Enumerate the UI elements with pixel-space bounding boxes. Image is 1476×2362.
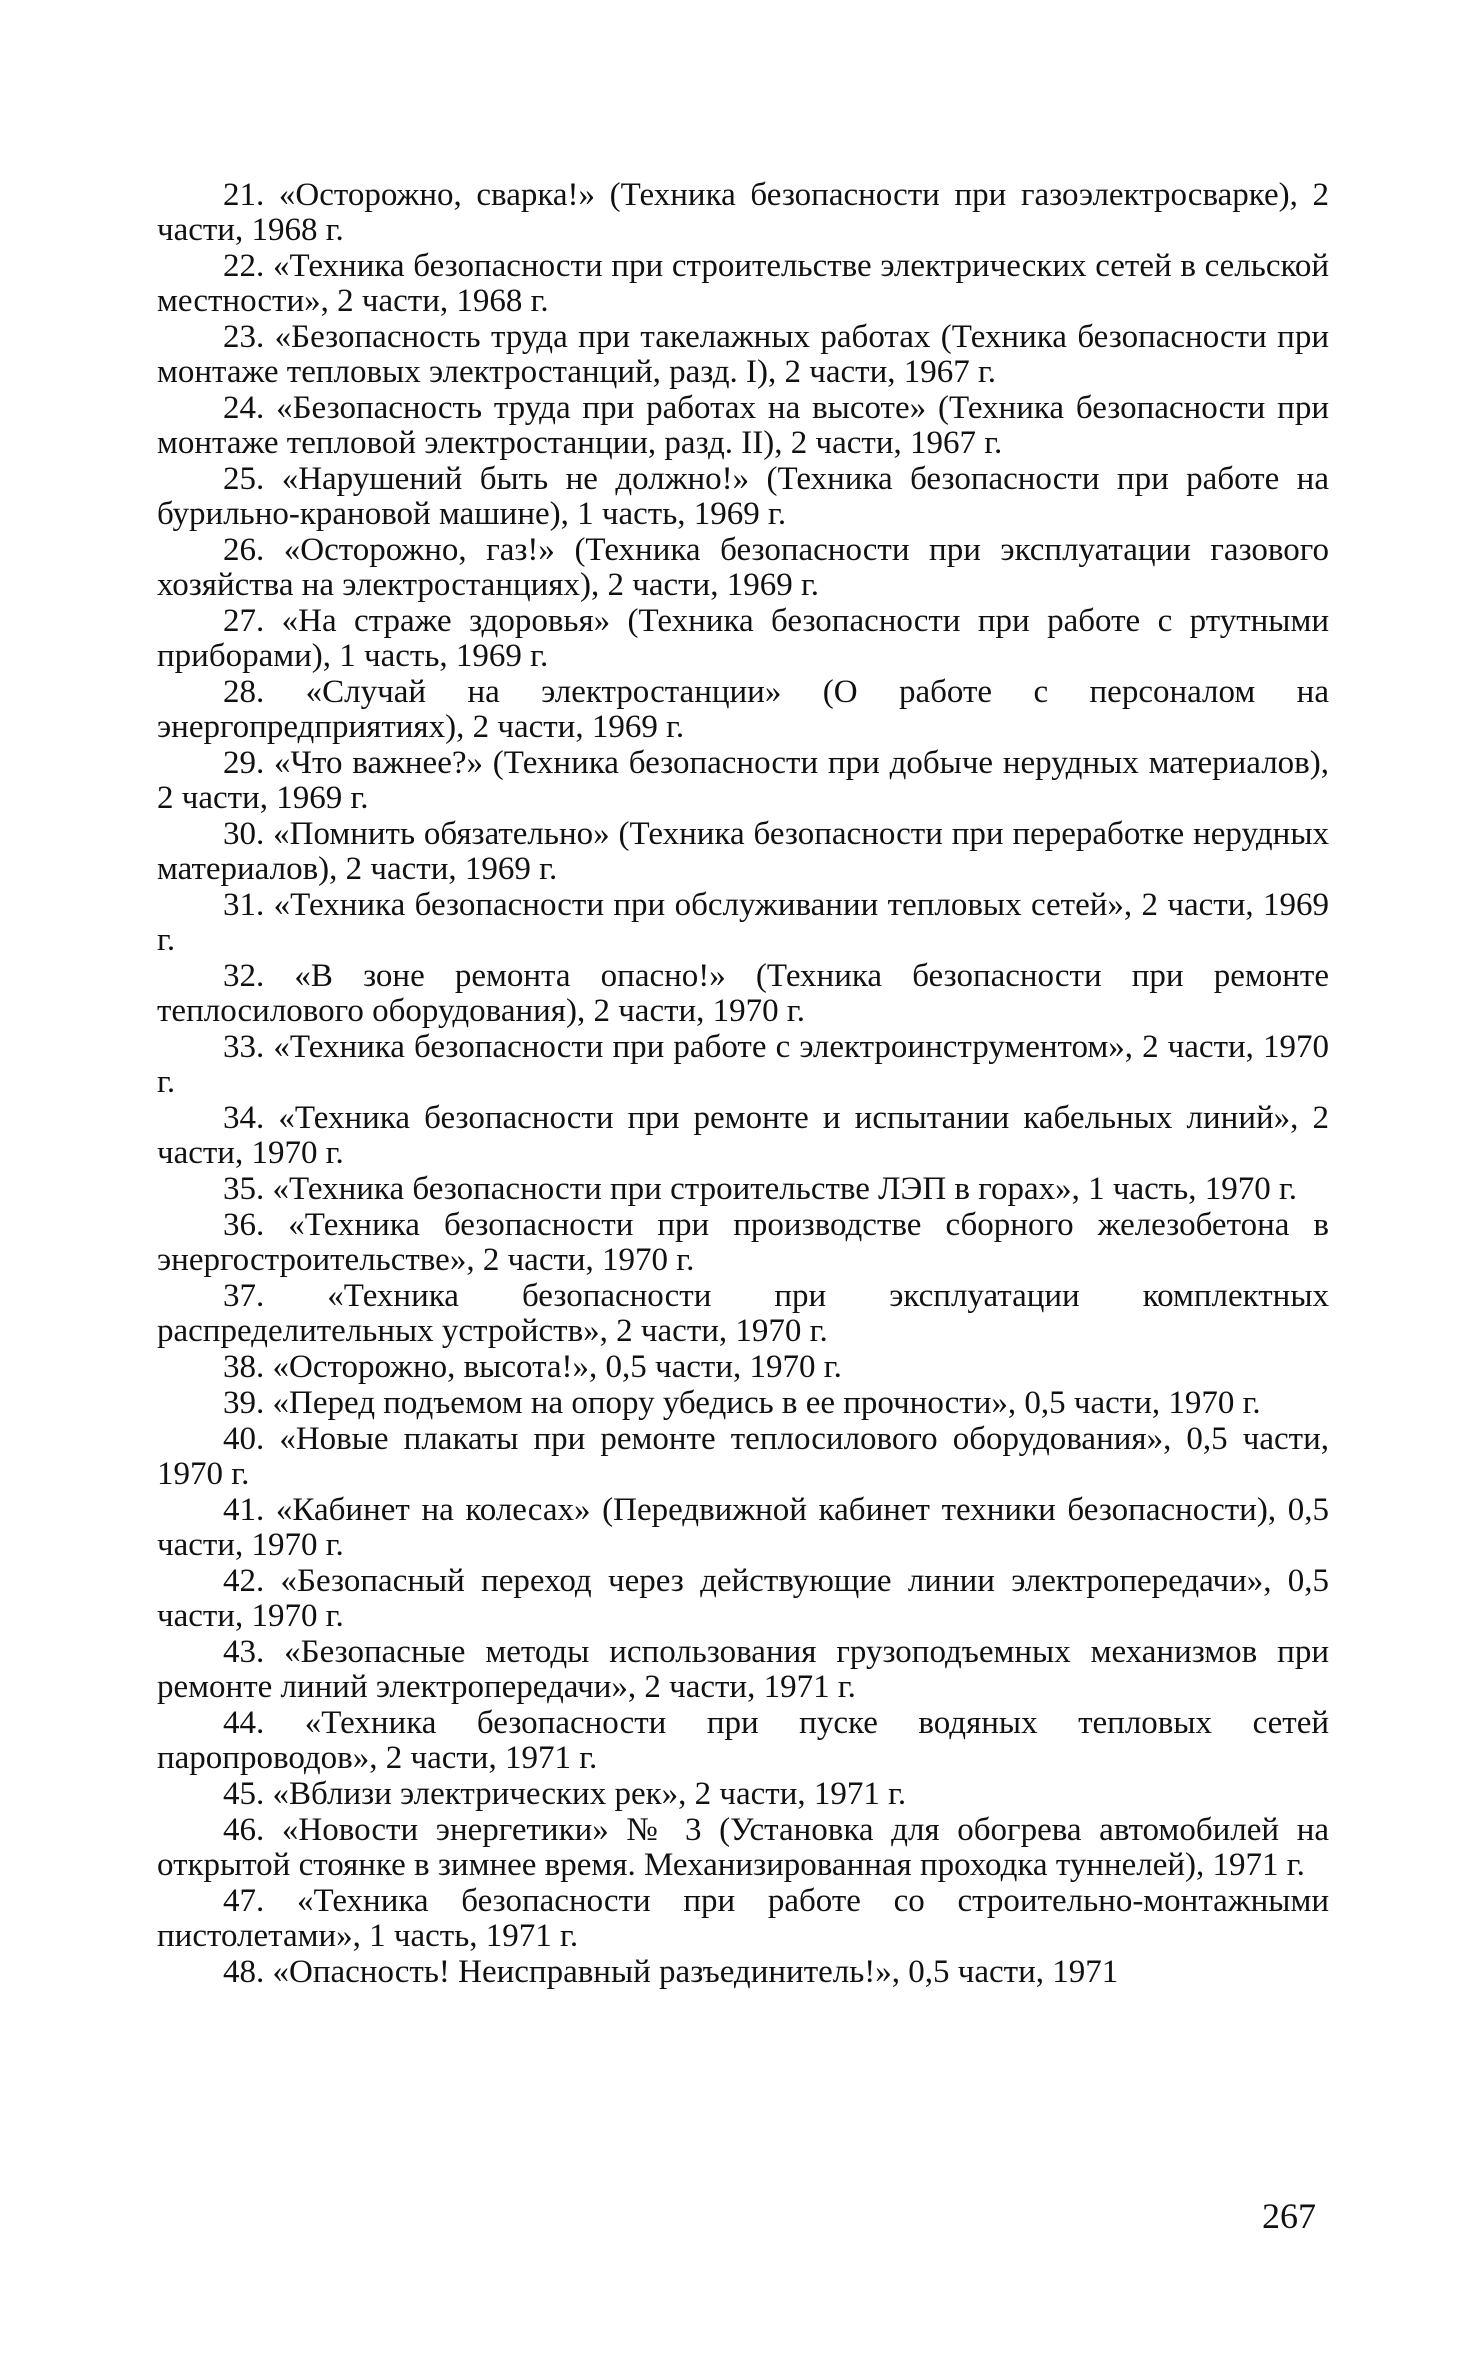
list-item: 35. «Техника безопасности при строительстве ЛЭП в горах», 1 часть, 1970 г.	[223, 1171, 1298, 1207]
list-item: 43. «Безопасные методы использования грузоподъемных механизмов при ремонте линий электропередачи», 2 части, 1971 г.	[157, 1634, 1329, 1705]
list-item: 21. «Осторожно, сварка!» (Техника безопасности при газоэлектросварке), 2 части, 1968 г.	[157, 177, 1329, 248]
list-item: 45. «Вблизи электрических рек», 2 части, 1971 г.	[223, 1776, 907, 1812]
list-item: 30. «Помнить обязательно» (Техника безопасности при переработке нерудных материалов), 2 части, 1969 г.	[157, 816, 1329, 887]
page-number: 267	[1262, 2196, 1316, 2236]
list-item: 42. «Безопасный переход через действующие линии электропередачи», 0,5 части, 1970 г.	[157, 1563, 1329, 1634]
list-item: 27. «На страже здоровья» (Техника безопасности при работе с ртутными приборами), 1 часть, 1969 г.	[157, 603, 1329, 674]
list-item: 46. «Новости энергетики» № 3 (Установка для обогрева автомобилей на открытой стоянке в зимнее время. Механизированная проходка туннелей), 1971 г.	[157, 1812, 1329, 1883]
list-item: 25. «Нарушений быть не должно!» (Техника безопасности при работе на бурильно-крановой машине), 1 часть, 1969 г.	[157, 461, 1329, 532]
list-item: 38. «Осторожно, высота!», 0,5 части, 1970 г.	[223, 1349, 842, 1385]
list-item: 24. «Безопасность труда при работах на высоте» (Техника безопасности при монтаже тепловой электростанции, разд. II), 2 части, 1967 г.	[157, 390, 1329, 461]
list-item: 37. «Техника безопасности при эксплуатации комплектных распределительных устройств», 2 части, 1970 г.	[157, 1278, 1329, 1349]
list-item: 26. «Осторожно, газ!» (Техника безопасности при эксплуатации газового хозяйства на электростанциях), 2 части, 1969 г.	[157, 532, 1329, 603]
list-item: 31. «Техника безопасности при обслуживании тепловых сетей», 2 части, 1969 г.	[157, 887, 1329, 958]
list-item: 47. «Техника безопасности при работе со строительно-монтажными пистолетами», 1 часть, 1971 г.	[157, 1883, 1329, 1954]
list-item: 23. «Безопасность труда при такелажных работах (Техника безопасности при монтаже тепловых электростанций, разд. I), 2 части, 1967 г.	[157, 319, 1329, 390]
list-item: 32. «В зоне ремонта опасно!» (Техника безопасности при ремонте теплосилового оборудования), 2 части, 1970 г.	[157, 958, 1329, 1029]
list-item: 36. «Техника безопасности при производстве сборного железобетона в энергостроительстве», 2 части, 1970 г.	[157, 1207, 1329, 1278]
list-item: 44. «Техника безопасности при пуске водяных тепловых сетей паропроводов», 2 части, 1971 г.	[157, 1705, 1329, 1776]
list-item: 39. «Перед подъемом на опору убедись в ее прочности», 0,5 части, 1970 г.	[223, 1385, 1261, 1421]
list-item: 34. «Техника безопасности при ремонте и испытании кабельных линий», 2 части, 1970 г.	[157, 1100, 1329, 1171]
list-item: 22. «Техника безопасности при строительстве электрических сетей в сельской местности», 2 части, 1968 г.	[157, 248, 1329, 319]
list-item: 40. «Новые плакаты при ремонте теплосилового оборудования», 0,5 части, 1970 г.	[157, 1421, 1329, 1492]
film-list	[157, 178, 1329, 1991]
list-item: 29. «Что важнее?» (Техника безопасности при добыче нерудных материалов), 2 части, 1969 г.	[157, 745, 1329, 816]
list-item: 48. «Опасность! Неисправный разъединитель!», 0,5 части, 1971	[223, 1954, 1119, 1990]
list-item: 41. «Кабинет на колесах» (Передвижной кабинет техники безопасности), 0,5 части, 1970 г.	[157, 1492, 1329, 1563]
list-item: 33. «Техника безопасности при работе с электроинструментом», 2 части, 1970 г.	[157, 1029, 1329, 1100]
list-item: 28. «Случай на электростанции» (О работе с персоналом на энергопредприятиях), 2 части, 1969 г.	[157, 674, 1329, 745]
